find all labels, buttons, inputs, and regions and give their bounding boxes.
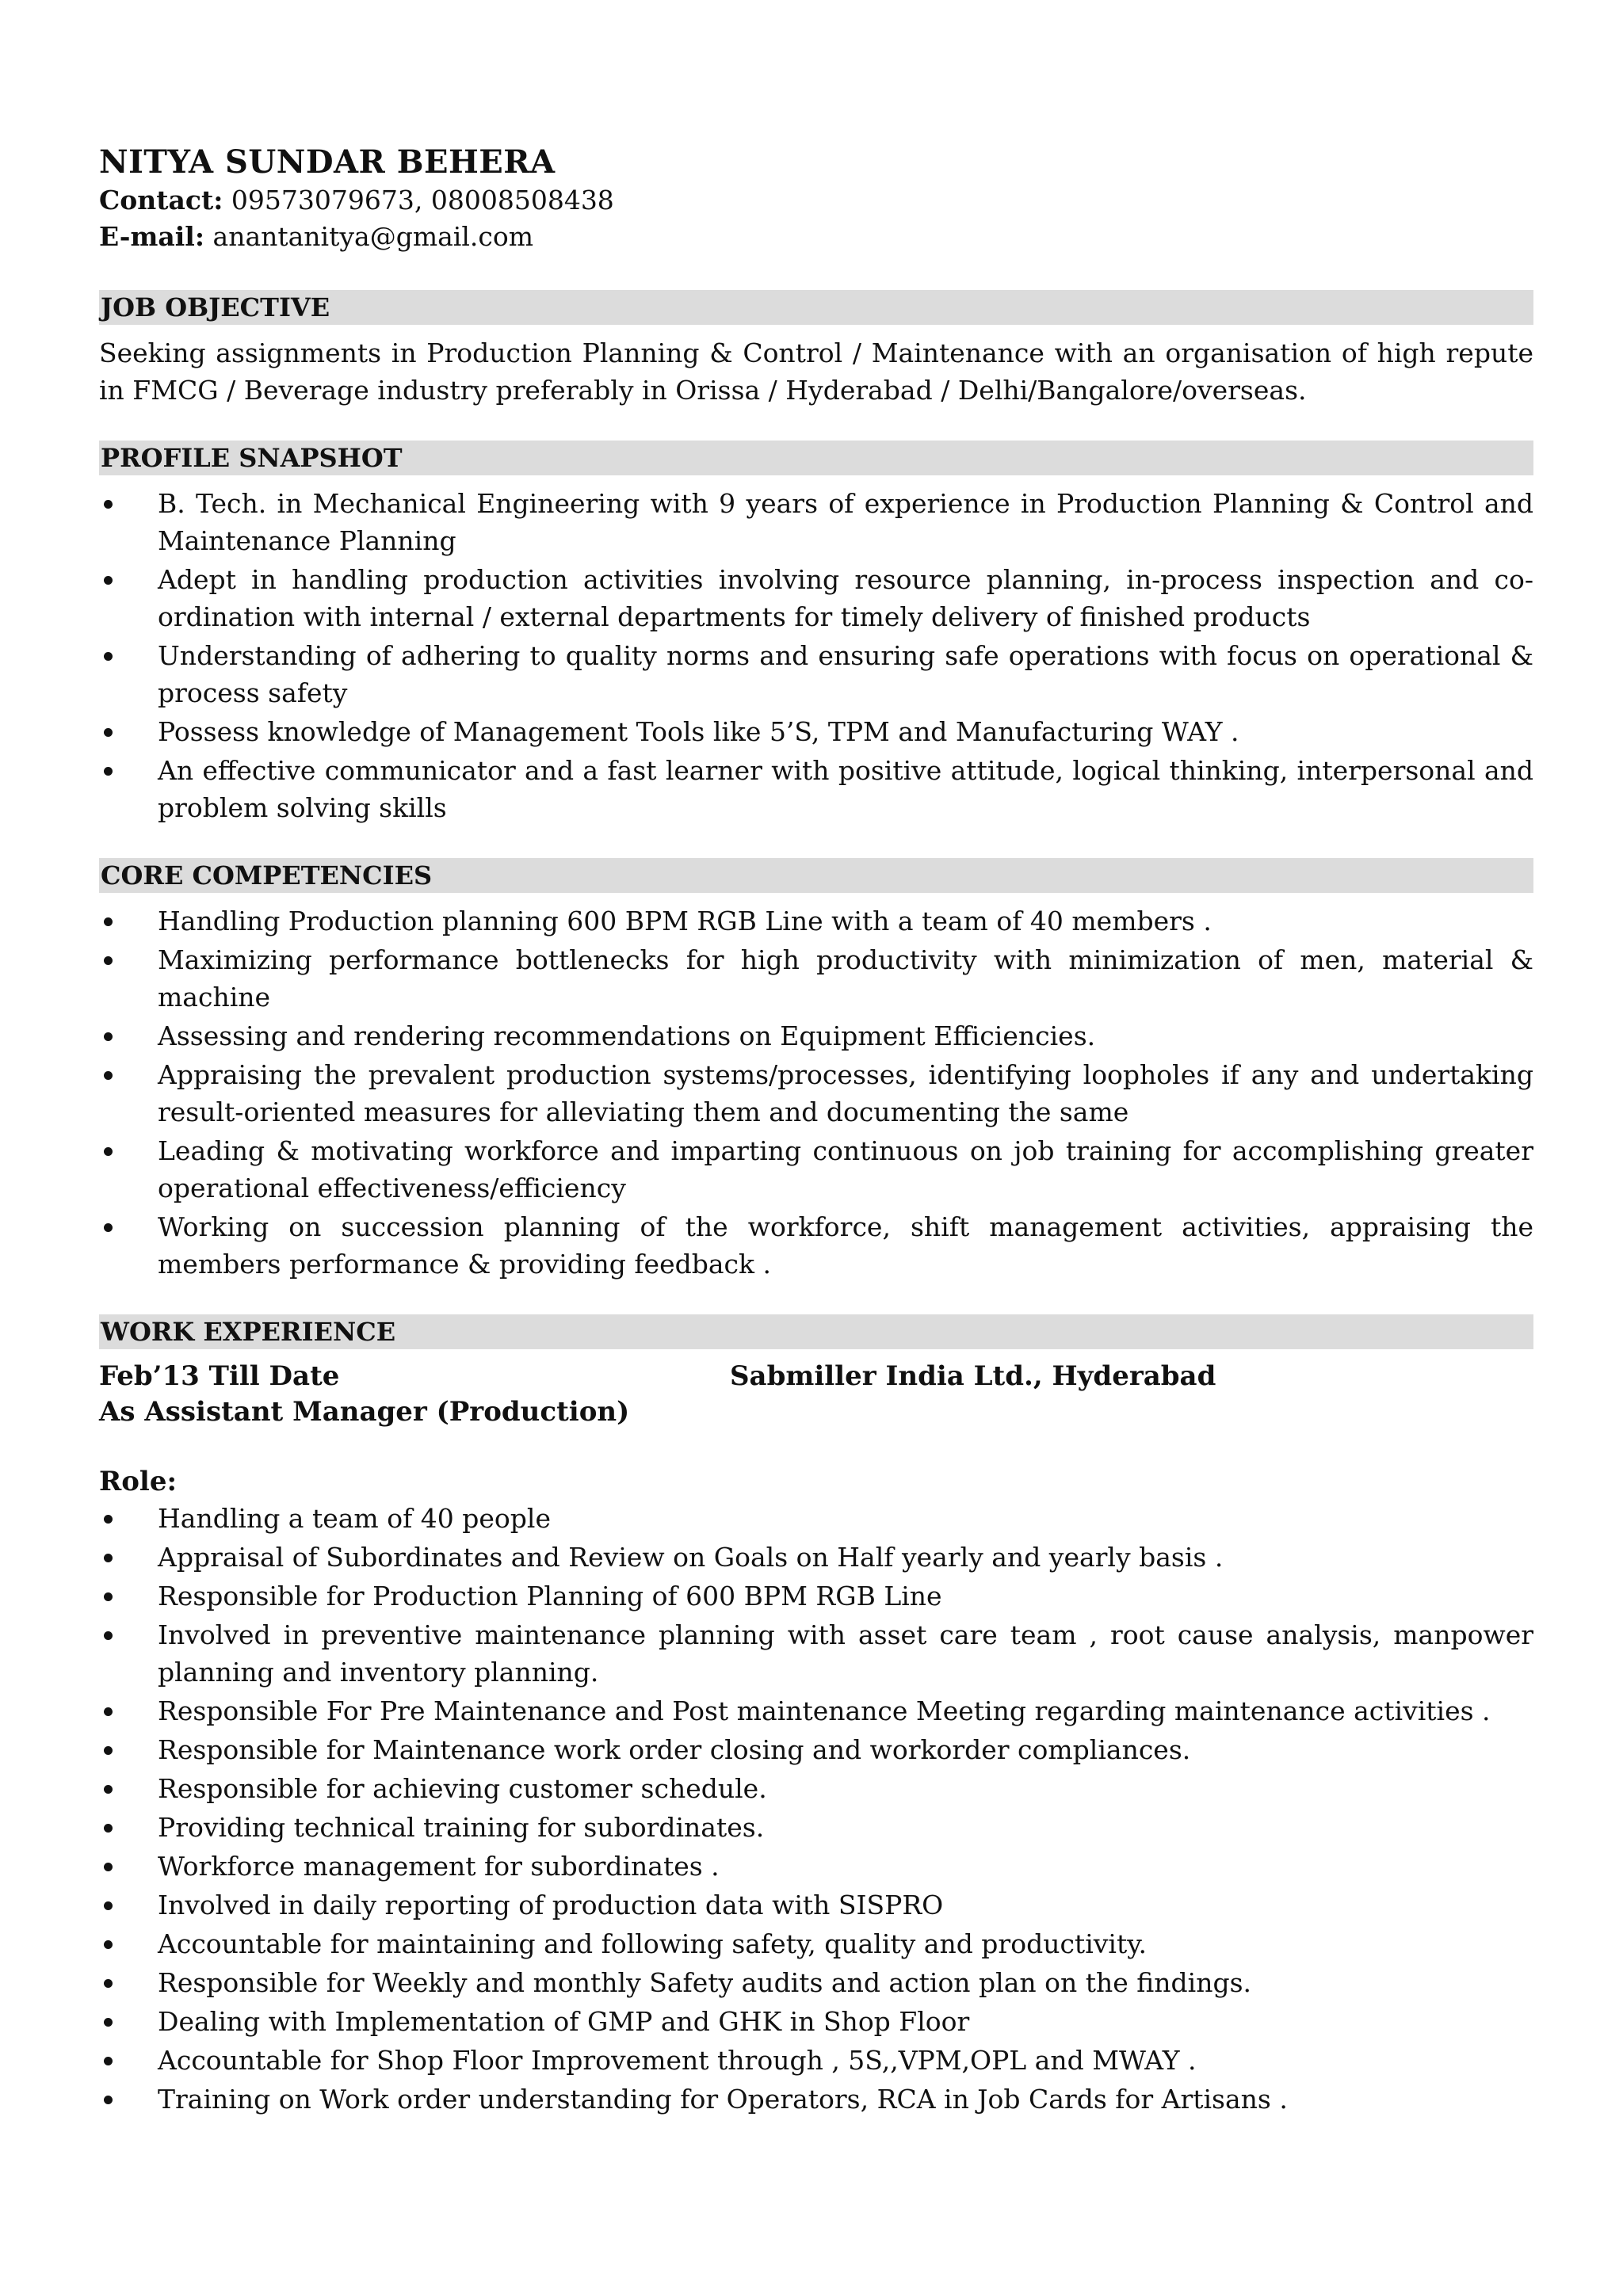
- list-item: Involved in preventive maintenance planning with asset care team , root cause analysis, manpower planning and inventory planning.: [99, 1616, 1533, 1691]
- email-value: anantanitya@gmail.com: [212, 221, 534, 252]
- bullet-icon: [104, 1901, 113, 1910]
- bullet-icon: [104, 956, 113, 965]
- section-profile-snapshot-heading: PROFILE SNAPSHOT: [99, 441, 1533, 475]
- list-item: Handling a team of 40 people: [99, 1500, 1533, 1537]
- bullet-icon: [104, 917, 113, 926]
- bullet-icon: [104, 1940, 113, 1949]
- bullet-icon: [104, 1631, 113, 1640]
- list-item: Assessing and rendering recommendations on Equipment Efficiencies.: [99, 1017, 1533, 1055]
- list-item: Dealing with Implementation of GMP and GHK in Shop Floor: [99, 2003, 1533, 2040]
- bullet-icon: [104, 1785, 113, 1794]
- email-line: [99, 219, 1533, 255]
- bullet-icon: [104, 1824, 113, 1833]
- list-item: Involved in daily reporting of production data with SISPRO: [99, 1886, 1533, 1924]
- bullet-icon: [104, 1707, 113, 1716]
- list-item: Understanding of adhering to quality norms and ensuring safe operations with focus on operational & process safety: [99, 637, 1533, 711]
- list-item: Accountable for maintaining and following safety, quality and productivity.: [99, 1925, 1533, 1962]
- list-item: Responsible for Maintenance work order closing and workorder compliances.: [99, 1731, 1533, 1768]
- email-label: E-mail:: [99, 221, 205, 252]
- bullet-icon: [104, 2057, 113, 2065]
- job-header-row: [99, 1359, 1533, 1394]
- bullet-icon: [104, 2096, 113, 2104]
- job-objective-text: Seeking assignments in Production Planning & Control / Maintenance with an organisation of high repute in FMCG / Beverage industry preferably in Orissa / Hyderabad / Delhi/Bangalore/overseas.: [99, 338, 1533, 406]
- bullet-icon: [104, 1746, 113, 1755]
- list-item: Training on Work order understanding for Operators, RCA in Job Cards for Artisans .: [99, 2081, 1533, 2118]
- list-item: Providing technical training for subordinates.: [99, 1809, 1533, 1846]
- job-period: Feb’13 Till Date: [99, 1360, 340, 1392]
- section-core-competencies-heading: CORE COMPETENCIES: [99, 858, 1533, 893]
- role-label: Role:: [99, 1466, 178, 1497]
- list-item: Maximizing performance bottlenecks for high productivity with minimization of men, material & machine: [99, 941, 1533, 1016]
- contact-value: 09573079673, 08008508438: [231, 185, 614, 215]
- list-item: Accountable for Shop Floor Improvement through , 5S,,VPM,OPL and MWAY .: [99, 2042, 1533, 2079]
- list-item: Possess knowledge of Management Tools like 5’S, TPM and Manufacturing WAY .: [99, 713, 1533, 750]
- bullet-icon: [104, 767, 113, 776]
- list-item: Responsible For Pre Maintenance and Post maintenance Meeting regarding maintenance activities .: [99, 1692, 1533, 1730]
- list-item: An effective communicator and a fast learner with positive attitude, logical thinking, interpersonal and problem solving skills: [99, 752, 1533, 826]
- bullet-icon: [104, 1515, 113, 1524]
- bullet-icon: [104, 728, 113, 737]
- bullet-icon: [104, 576, 113, 585]
- list-item: Adept in handling production activities involving resource planning, in-process inspection and co-ordination with internal / external departments for timely delivery of finished products: [99, 561, 1533, 635]
- job-position: As Assistant Manager (Production): [99, 1396, 630, 1428]
- bullet-icon: [104, 500, 113, 509]
- list-item: B. Tech. in Mechanical Engineering with 9 years of experience in Production Planning & Control and Maintenance Planning: [99, 485, 1533, 559]
- bullet-icon: [104, 1223, 113, 1232]
- bullet-icon: [104, 1863, 113, 1871]
- candidate-name: NITYA SUNDAR BEHERA: [99, 143, 556, 181]
- resume-page: [99, 143, 1533, 2119]
- bullet-icon: [104, 1979, 113, 1988]
- job-company: Sabmiller India Ltd., Hyderabad: [730, 1360, 1216, 1392]
- bullet-icon: [104, 1554, 113, 1562]
- bullet-icon: [104, 1032, 113, 1041]
- bullet-icon: [104, 2018, 113, 2027]
- profile-snapshot-list: [99, 485, 1533, 826]
- list-item: Appraising the prevalent production systems/processes, identifying loopholes if any and undertaking result-oriented measures for alleviating them and documenting the same: [99, 1056, 1533, 1131]
- list-item: Workforce management for subordinates .: [99, 1848, 1533, 1885]
- list-item: Working on succession planning of the workforce, shift management activities, appraising the members performance & providing feedback .: [99, 1208, 1533, 1283]
- list-item: Responsible for achieving customer schedule.: [99, 1770, 1533, 1807]
- core-competencies-list: [99, 902, 1533, 1283]
- resume-header: [99, 143, 1533, 255]
- bullet-icon: [104, 1071, 113, 1080]
- list-item: Leading & motivating workforce and imparting continuous on job training for accomplishing greater operational effectiveness/efficiency: [99, 1132, 1533, 1207]
- list-item: Responsible for Production Planning of 600 BPM RGB Line: [99, 1577, 1533, 1615]
- list-item: Responsible for Weekly and monthly Safety audits and action plan on the findings.: [99, 1964, 1533, 2001]
- list-item: Appraisal of Subordinates and Review on Goals on Half yearly and yearly basis .: [99, 1539, 1533, 1576]
- bullet-icon: [104, 1592, 113, 1601]
- section-job-objective-heading: JOB OBJECTIVE: [99, 290, 1533, 325]
- role-list: [99, 1500, 1533, 2118]
- section-work-experience-heading: WORK EXPERIENCE: [99, 1314, 1533, 1349]
- bullet-icon: [104, 652, 113, 661]
- list-item: Handling Production planning 600 BPM RGB Line with a team of 40 members .: [99, 902, 1533, 940]
- contact-line: [99, 182, 1533, 219]
- contact-label: Contact:: [99, 185, 223, 215]
- bullet-icon: [104, 1147, 113, 1156]
